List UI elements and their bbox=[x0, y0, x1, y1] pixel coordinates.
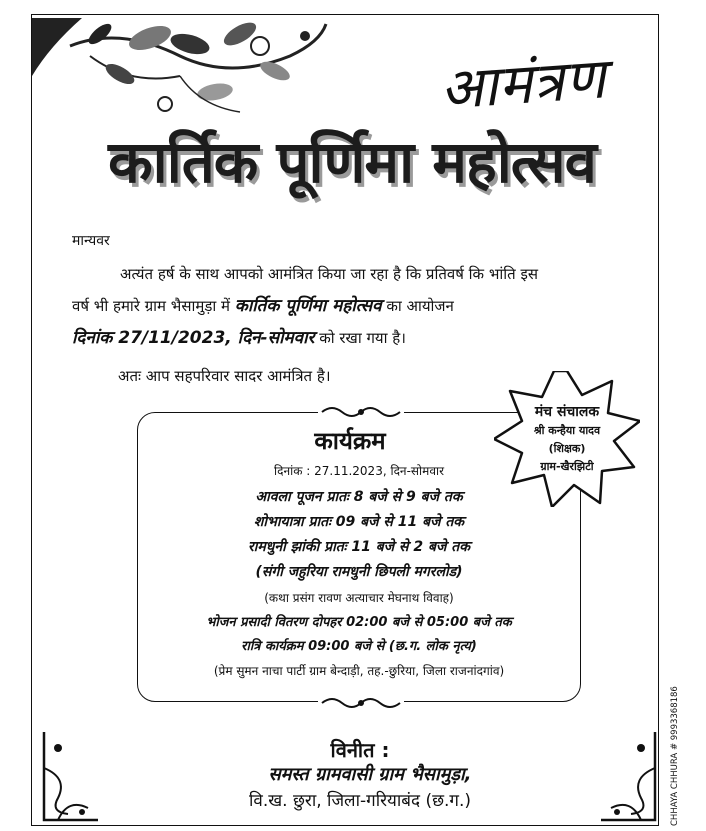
floral-flourish-icon bbox=[30, 16, 330, 128]
night-program-line: रात्रि कार्यक्रम 09:00 बजे से (छ.ग. लोक नृत्य) bbox=[241, 639, 477, 654]
program-item: आवला पूजन प्रातः 8 बजे से 9 बजे तक bbox=[255, 489, 463, 505]
program-date: दिनांक : 27.11.2023, दिन-सोमवार bbox=[273, 464, 445, 478]
starburst-badge-icon bbox=[494, 371, 640, 507]
corner-ornament-right-icon bbox=[595, 728, 661, 826]
program-title: कार्यक्रम bbox=[314, 427, 386, 455]
stage-host-role: (शिक्षक) bbox=[548, 442, 586, 455]
villagers-signature: समस्त ग्रामवासी ग्राम भैसामुड़ा, bbox=[268, 764, 472, 785]
main-title: कार्तिक पूर्णिमा महोत्सव bbox=[108, 128, 596, 196]
program-item: शोभायात्रा प्रातः 09 बजे से 11 बजे तक bbox=[253, 514, 465, 530]
event-date: दिनांक 27/11/2023, दिन-सोमवार bbox=[72, 328, 315, 348]
stage-host-village: ग्राम-खैरझिटी bbox=[540, 460, 594, 473]
bhojan-line: भोजन प्रसादी वितरण दोपहर 02:00 बजे से 05:00 बजे तक bbox=[206, 615, 512, 630]
paragraph-line-3: दिनांक 27/11/2023, दिन-सोमवार को रखा गया है। bbox=[72, 328, 406, 348]
program-item: रामधुनी झांकी प्रातः 11 बजे से 2 बजे तक bbox=[248, 539, 470, 555]
corner-ornament-left-icon bbox=[38, 728, 104, 826]
katha-line: (कथा प्रसंग रावण अत्याचार मेघनाथ विवाह) bbox=[264, 591, 454, 605]
stage-host-name: श्री कन्हैया यादव bbox=[533, 424, 601, 437]
invitation-paragraph bbox=[72, 258, 632, 354]
festival-name: कार्तिक पूर्णिमा महोत्सव bbox=[234, 296, 382, 316]
paragraph-line-1: अत्यंत हर्ष के साथ आपको आमंत्रित किया जा रहा है कि प्रतिवर्ष कि भांति इस bbox=[120, 265, 538, 283]
ornament-divider-top-icon bbox=[318, 403, 404, 421]
vinit-label: विनीत : bbox=[330, 738, 390, 762]
program-item: (संगी जहुरिया रामधुनी छिपली मगरलोड) bbox=[255, 564, 463, 580]
script-title-amantran: आमंत्रण bbox=[438, 46, 609, 123]
troupe-line: (प्रेम सुमन नाचा पार्टी ग्राम बेन्दाड़ी, तह.-छुरिया, जिला राजनांदगांव) bbox=[213, 664, 505, 678]
invite-line: अतः आप सहपरिवार सादर आमंत्रित है। bbox=[118, 367, 331, 385]
paragraph-line-2: वर्ष भी हमारे ग्राम भैसामुड़ा में कार्तिक पूर्णिमा महोत्सव का आयोजन bbox=[72, 296, 454, 316]
printer-credit: CHHAYA CHHURA # 9993368186 bbox=[670, 686, 680, 826]
address-line: वि.ख. छुरा, जिला-गरियाबंद (छ.ग.) bbox=[248, 791, 472, 811]
stage-host-title: मंच संचालक bbox=[534, 404, 600, 420]
salutation: मान्यवर bbox=[72, 233, 110, 249]
ornament-divider-bottom-icon bbox=[318, 694, 404, 712]
